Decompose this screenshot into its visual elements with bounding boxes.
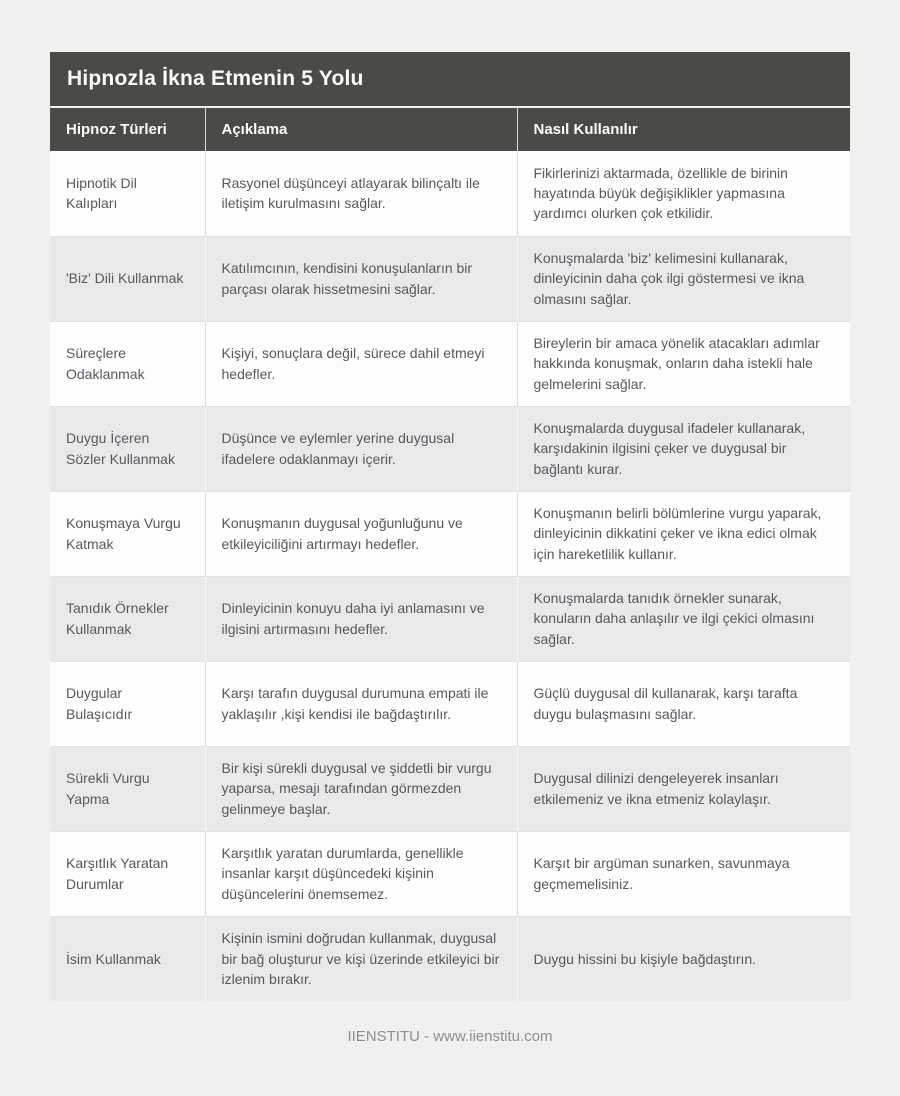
table-cell-usage: Konuşmanın belirli bölümlerine vurgu yaparak, dinleyicinin dikkatini çeker ve ikna edici olmak için hareketlilik kullanır. [517, 491, 850, 576]
table-cell-type: Karşıtlık Yaratan Durumlar [50, 831, 205, 916]
column-header-nasil-kullanilir: Nasıl Kullanılır [517, 108, 850, 151]
table-cell-usage: Karşıt bir argüman sunarken, savunmaya geçmemelisiniz. [517, 831, 850, 916]
table-row [50, 916, 850, 1001]
table-cell-type: İsim Kullanmak [50, 916, 205, 1001]
table-row [50, 321, 850, 406]
column-header-aciklama: Açıklama [205, 108, 517, 151]
table-row [50, 576, 850, 661]
table-cell-description: Kişiyi, sonuçlara değil, sürece dahil etmeyi hedefler. [205, 321, 517, 406]
table-row [50, 491, 850, 576]
table-cell-description: Karşı tarafın duygusal durumuna empati ile yaklaşılır ,kişi kendisi ile bağdaştırılır. [205, 661, 517, 746]
table-cell-description: Kişinin ismini doğrudan kullanmak, duygusal bir bağ oluşturur ve kişi üzerinde etkileyici bir izlenim bırakır. [205, 916, 517, 1001]
table-body [50, 151, 850, 1001]
table-cell-type: Tanıdık Örnekler Kullanmak [50, 576, 205, 661]
table-header-row [50, 108, 850, 151]
table-cell-usage: Fikirlerinizi aktarmada, özellikle de birinin hayatında büyük değişiklikler yapmasına yardımcı olurken çok etkilidir. [517, 151, 850, 236]
table-cell-usage: Güçlü duygusal dil kullanarak, karşı tarafta duygu bulaşmasını sağlar. [517, 661, 850, 746]
hypnosis-table-card [50, 52, 850, 1001]
table-cell-type: Sürekli Vurgu Yapma [50, 746, 205, 831]
table-cell-description: Dinleyicinin konuyu daha iyi anlamasını ve ilgisini artırmasını hedefler. [205, 576, 517, 661]
hypnosis-table [50, 108, 850, 1001]
table-row [50, 406, 850, 491]
footer [0, 1028, 900, 1045]
table-cell-type: 'Biz' Dili Kullanmak [50, 236, 205, 321]
footer-credit: IIENSTITU - www.iienstitu.com [347, 1028, 553, 1045]
table-row [50, 746, 850, 831]
table-cell-usage: Konuşmalarda duygusal ifadeler kullanarak, karşıdakinin ilgisini çeker ve duygusal bir bağlantı kurar. [517, 406, 850, 491]
table-row [50, 831, 850, 916]
table-cell-type: Hipnotik Dil Kalıpları [66, 174, 137, 212]
table-title-bar [50, 52, 850, 108]
table-cell-description: Katılımcının, kendisini konuşulanların bir parçası olarak hissetmesini sağlar. [205, 236, 517, 321]
column-header-hipnoz-turleri: Hipnoz Türleri [50, 108, 205, 151]
table-cell-usage: Konuşmalarda tanıdık örnekler sunarak, konuların daha anlaşılır ve ilgi çekici olmasını sağlar. [517, 576, 850, 661]
table-cell-usage: Bireylerin bir amaca yönelik atacakları adımlar hakkında konuşmak, onların daha istekli hale gelmelerini sağlar. [517, 321, 850, 406]
table-cell-type: Duygu İçeren Sözler Kullanmak [50, 406, 205, 491]
table-cell-description: Rasyonel düşünceyi atlayarak bilinçaltı ile iletişim kurulmasını sağlar. [205, 151, 517, 236]
table-row [50, 661, 850, 746]
page-title: Hipnozla İkna Etmenin 5 Yolu [67, 67, 364, 90]
table-cell-description: Karşıtlık yaratan durumlarda, genellikle insanlar karşıt düşüncedeki kişinin düşüncelerini önemsemez. [205, 831, 517, 916]
table-cell-description: Bir kişi sürekli duygusal ve şiddetli bir vurgu yaparsa, mesajı tarafından görmezden gelinmeye başlar. [205, 746, 517, 831]
table-cell-usage: Duygusal dilinizi dengeleyerek insanları etkilemeniz ve ikna etmeniz kolaylaşır. [517, 746, 850, 831]
table-cell-type: Duygular Bulaşıcıdır [50, 661, 205, 746]
table-cell-type: Süreçlere Odaklanmak [50, 321, 205, 406]
table-cell-usage: Konuşmalarda 'biz' kelimesini kullanarak, dinleyicinin daha çok ilgi göstermesi ve ikna olmasını sağlar. [517, 236, 850, 321]
table-cell-usage: Duygu hissini bu kişiyle bağdaştırın. [517, 916, 850, 1001]
table-cell-description: Düşünce ve eylemler yerine duygusal ifadelere odaklanmayı içerir. [205, 406, 517, 491]
table-cell-description: Konuşmanın duygusal yoğunluğunu ve etkileyiciliğini artırmayı hedefler. [205, 491, 517, 576]
table-row [50, 236, 850, 321]
table-row [50, 151, 850, 236]
table-cell-type: Konuşmaya Vurgu Katmak [50, 491, 205, 576]
